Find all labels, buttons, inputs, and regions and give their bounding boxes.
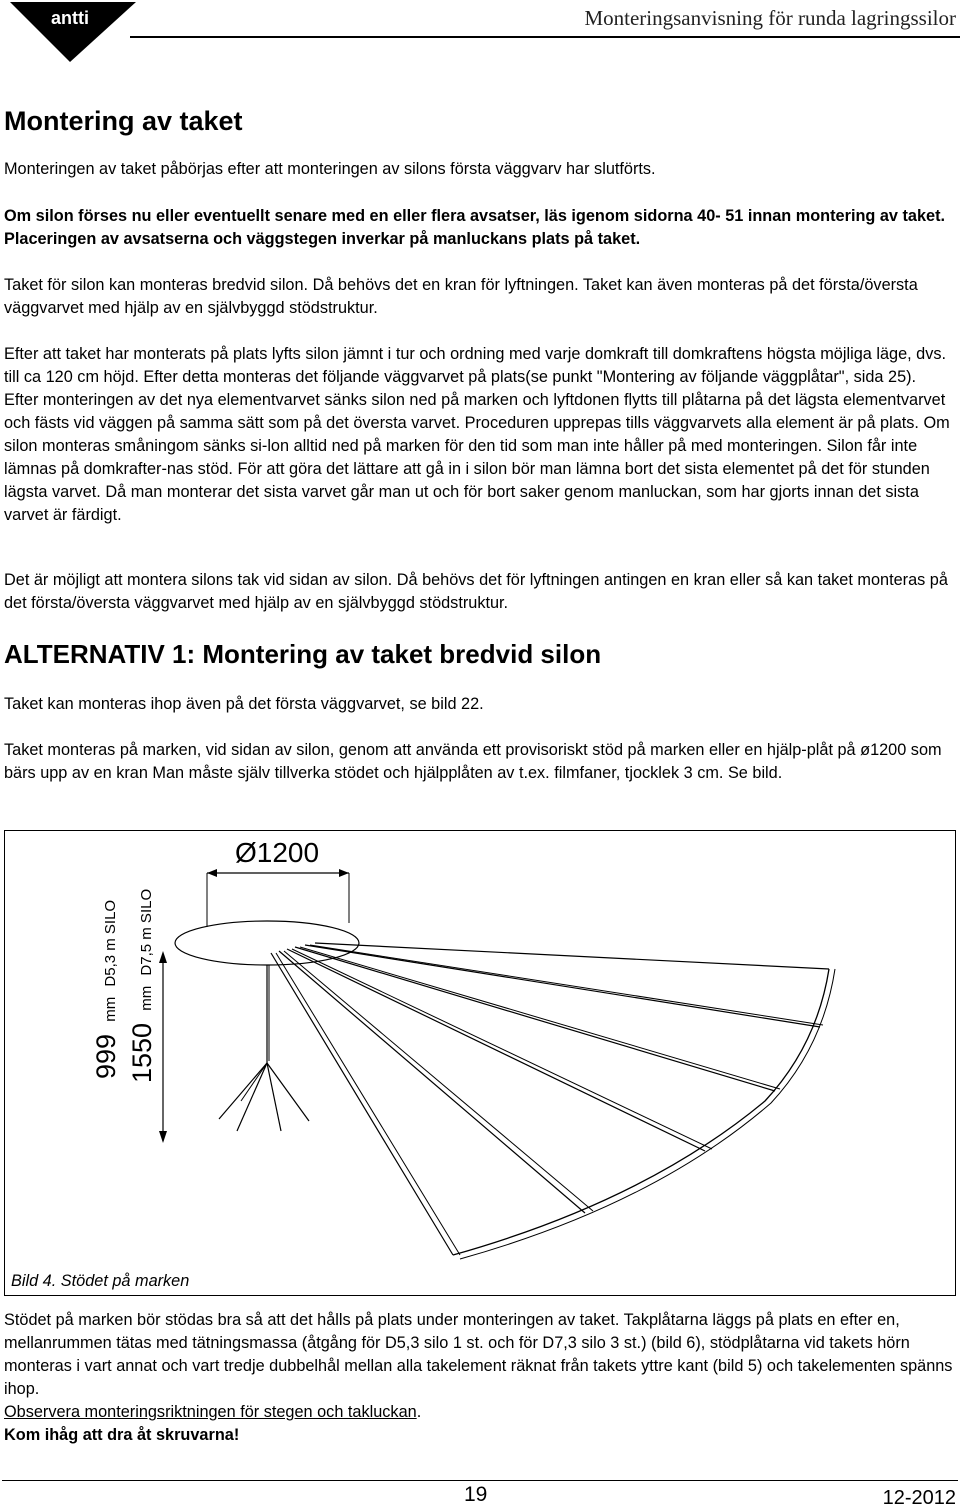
alt-paragraph-2: Taket monteras på marken, vid sidan av silon, genom att använda ett provisoriskt stöd på marken eller en hjälp-plåt på ø1200 som bärs upp av en kran Man måste själv tillverka stödet och hjälpplåten av t.ex. filmfaner, tjocklek 3 cm. Se bild. [4, 741, 942, 782]
dim1-value: 999 [91, 1033, 121, 1079]
paragraph-1: Monteringen av taket påbörjas efter att monteringen av silons första väggvarv har slutförts. [4, 160, 656, 178]
figure-caption: Bild 4. Stödet på marken [11, 1272, 190, 1290]
observe-note [4, 1401, 954, 1424]
header-rule [130, 36, 960, 38]
dim1-silo: D5,3 m SILO [102, 899, 119, 987]
diameter-label: Ø1200 [235, 837, 320, 868]
document-title: Monteringsanvisning för runda lagringssilor [584, 6, 956, 30]
paragraph-5: Det är möjligt att montera silons tak vid sidan av silon. Då behövs det för lyftningen antingen en kran eller så kan taket monteras på det första/översta väggvarvet med hjälp av en självbyggd stödstruktur. [4, 571, 948, 612]
dim1-unit: mm [102, 996, 119, 1022]
footer-rule [2, 1480, 958, 1481]
antti-logo [0, 0, 140, 66]
dim2-silo: D7,5 m SILO [138, 888, 155, 976]
dimension-label-d75 [129, 889, 160, 1083]
observe-link[interactable]: Observera monteringsriktningen för stegen och takluckan [4, 1403, 417, 1421]
dim2-unit: mm [138, 985, 155, 1011]
dimension-label-d53 [93, 900, 124, 1079]
after-figure-text: Stödet på marken bör stödas bra så att det hålls på plats under monteringen av taket. Takplåtarna läggs på plats en efter en, mellanrummen tätas med tätningsmassa (åtgång för D5,3 silo 1 st. och för D7,3 silo 3 st.) (bild 6), stödplåtarna vid takets hörn monteras i vart annat och vart tredje dubbelhål mellan alla takelement räknat från takets yttre kant (bild 5) och takelementen spänns ihop. [4, 1311, 953, 1398]
logo-text: antti [51, 8, 89, 28]
reminder-text: Kom ihåg att dra åt skruvarna! [4, 1426, 240, 1444]
alt-paragraph-1: Taket kan monteras ihop även på det första väggvarvet, se bild 22. [4, 695, 484, 713]
figure-support-on-ground [4, 830, 956, 1296]
page-number: 19 [464, 1483, 488, 1506]
paragraph-4: Efter att taket har monterats på plats lyfts silon jämnt i tur och ordning med varje domkraft till domkraftens högsta möjliga läge, dvs. till ca 120 cm höjd. Efter detta monteras det följande väggvarvet på plats(se punkt "Montering av följande väggplåtar", sida 25). Efter monteringen av det nya elementvarvet sänks silon ned på marken och lyftdonen flytts till plåtarna på det lägsta elementvarvet och fästs vid väggen på samma sätt som på det översta varvet. Proceduren upprepas tills väggvarvets alla element är på plats. Om silon monteras småningom sänks si-lon alltid ned på marken för den tid som man inte håller på med monteringen. Silon får inte lämnas på domkrafter-nas stöd. För att göra det lättare att gå in i silon bör man lämna bort det sista elementet på det för stunden lägsta varvet. Då man monterar det sista varvet går man ut och för bort saker genom manluckan, som har gjorts innan det sista varvet är färdigt. [4, 345, 950, 524]
document-date: 12-2012 [882, 1487, 956, 1509]
paragraph-2: Om silon förses nu eller eventuellt senare med en eller flera avsatser, läs igenom sidorna 40- 51 innan montering av taket. Placeringen av avsatserna och väggstegen inverkar på manluckans plats på taket. [4, 207, 946, 248]
alternative-heading: ALTERNATIV 1: Montering av taket bredvid silon [4, 639, 602, 669]
paragraph-3: Taket för silon kan monteras bredvid silon. Då behövs det en kran för lyftningen. Taket kan även monteras på det första/översta väggvarvet med hjälp av en självbyggd stödstruktur. [4, 276, 918, 317]
observe-link-suffix: . [416, 1403, 422, 1421]
dim2-value: 1550 [127, 1022, 157, 1083]
section-heading: Montering av taket [4, 106, 243, 136]
